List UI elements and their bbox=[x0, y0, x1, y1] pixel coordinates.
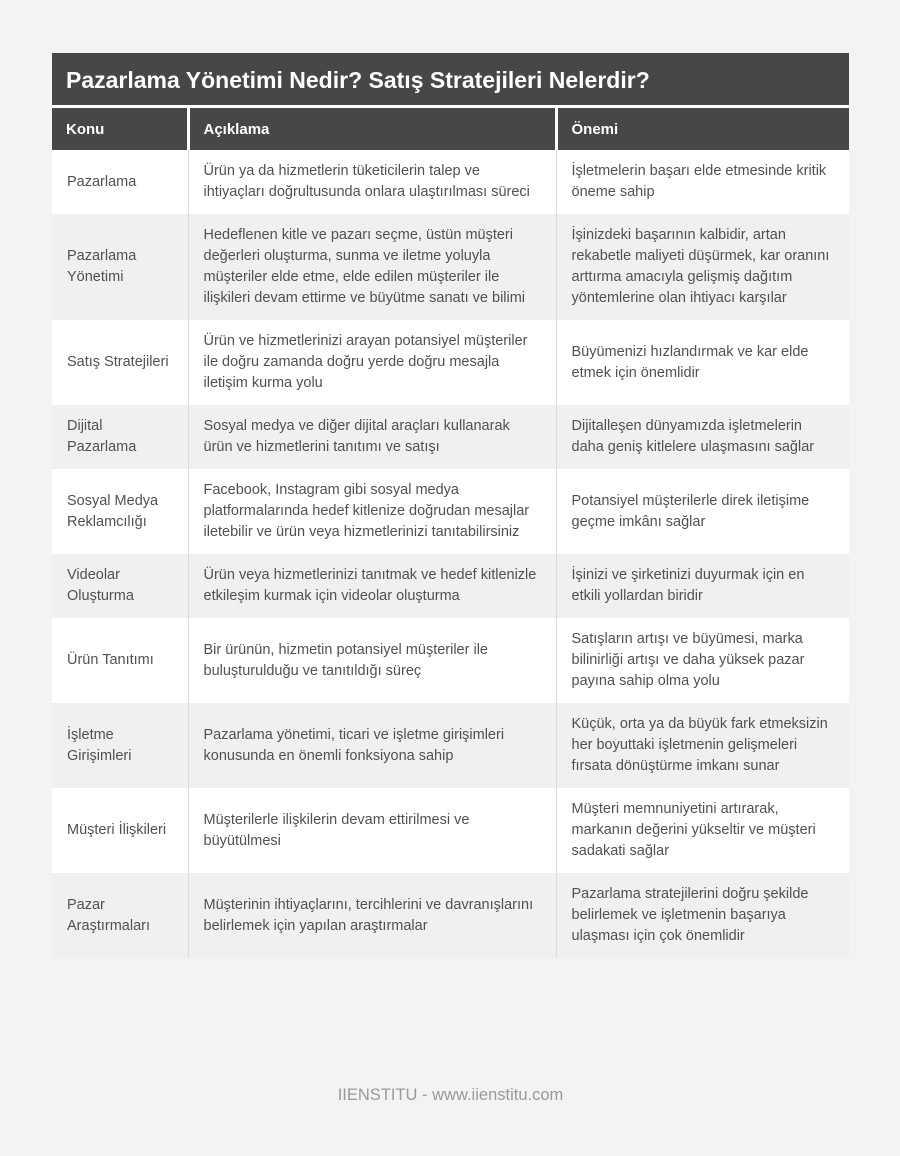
infographic-card bbox=[52, 53, 849, 958]
cell-konu: Pazar Araştırmaları bbox=[67, 896, 150, 934]
cell-aciklama: Ürün veya hizmetlerinizi tanıtmak ve hedef kitlenizle etkileşim kurmak için videolar oluşturma bbox=[188, 554, 556, 618]
cell-konu: Pazarlama bbox=[67, 173, 137, 190]
table-row bbox=[52, 214, 849, 320]
cell-onemi: Müşteri memnuniyetini artırarak, markanın değerini yükseltir ve müşteri sadakati sağlar bbox=[556, 788, 849, 873]
cell-konu: Videolar Oluşturma bbox=[67, 567, 134, 604]
column-header-onemi: Önemi bbox=[556, 108, 849, 150]
cell-konu: Dijital Pazarlama bbox=[67, 418, 137, 455]
cell-onemi: Satışların artışı ve büyümesi, marka bilinirliği artışı ve daha yüksek pazar payına sahip olma yolu bbox=[556, 618, 849, 703]
table-row bbox=[52, 469, 849, 554]
table-row bbox=[52, 873, 849, 958]
table-row bbox=[52, 405, 849, 469]
table-row bbox=[52, 703, 849, 788]
cell-aciklama: Ürün ve hizmetlerinizi arayan potansiyel müşteriler ile doğru zamanda doğru yerde doğru mesajla iletişim kurma yolu bbox=[188, 320, 556, 405]
footer-credit: IIENSTITU - www.iienstitu.com bbox=[337, 1086, 564, 1104]
cell-onemi: İşinizdeki başarının kalbidir, artan rekabetle maliyeti düşürmek, kar oranını arttırma amacıyla gelişmiş dağıtım yöntemlerine olan ihtiyacı karşılar bbox=[556, 214, 849, 320]
cell-onemi: Küçük, orta ya da büyük fark etmeksizin her boyuttaki işletmenin gelişmeleri fırsata dönüştürme imkanı sunar bbox=[556, 703, 849, 788]
cell-aciklama: Müşterilerle ilişkilerin devam ettirilmesi ve büyütülmesi bbox=[188, 788, 556, 873]
cell-aciklama: Hedeflenen kitle ve pazarı seçme, üstün müşteri değerleri oluşturma, sunma ve iletme yoluyla müşteriler elde etme, elde edilen müşteriler ile ilişkileri devam ettirme ve büyütme sanatı ve bilimi bbox=[188, 214, 556, 320]
column-header-aciklama: Açıklama bbox=[188, 108, 556, 150]
cell-konu: Pazarlama Yönetimi bbox=[67, 248, 137, 285]
page-title: Pazarlama Yönetimi Nedir? Satış Stratejileri Nelerdir? bbox=[52, 53, 849, 108]
cell-aciklama: Ürün ya da hizmetlerin tüketicilerin talep ve ihtiyaçları doğrultusunda onlara ulaştırılması süreci bbox=[188, 150, 556, 214]
table-row bbox=[52, 150, 849, 214]
cell-onemi: Dijitalleşen dünyamızda işletmelerin daha geniş kitlelere ulaşmasını sağlar bbox=[556, 405, 849, 469]
cell-aciklama: Müşterinin ihtiyaçlarını, tercihlerini ve davranışlarını belirlemek için yapılan araştırmalar bbox=[188, 873, 556, 958]
cell-onemi: İşinizi ve şirketinizi duyurmak için en etkili yollardan biridir bbox=[556, 554, 849, 618]
cell-konu: Satış Stratejileri bbox=[67, 354, 169, 370]
cell-konu: Müşteri İlişkileri bbox=[67, 822, 167, 838]
cell-onemi: İşletmelerin başarı elde etmesinde kritik öneme sahip bbox=[556, 150, 849, 214]
cell-aciklama: Sosyal medya ve diğer dijital araçları kullanarak ürün ve hizmetlerini tanıtımı ve satışı bbox=[188, 405, 556, 469]
cell-onemi: Pazarlama stratejilerini doğru şekilde belirlemek ve işletmenin başarıya ulaşması için çok önemlidir bbox=[556, 873, 849, 958]
cell-konu: İşletme Girişimleri bbox=[67, 726, 132, 764]
cell-aciklama: Pazarlama yönetimi, ticari ve işletme girişimleri konusunda en önemli fonksiyona sahip bbox=[188, 703, 556, 788]
cell-onemi: Büyümenizi hızlandırmak ve kar elde etmek için önemlidir bbox=[556, 320, 849, 405]
table-row bbox=[52, 618, 849, 703]
table-row bbox=[52, 320, 849, 405]
cell-onemi: Potansiyel müşterilerle direk iletişime geçme imkânı sağlar bbox=[556, 469, 849, 554]
table-header-row bbox=[52, 108, 849, 150]
cell-konu: Sosyal Medya Reklamcılığı bbox=[67, 492, 159, 530]
table-row bbox=[52, 554, 849, 618]
info-table bbox=[52, 108, 849, 958]
table-row bbox=[52, 788, 849, 873]
column-header-konu: Konu bbox=[52, 108, 188, 150]
cell-aciklama: Facebook, Instagram gibi sosyal medya platformalarında hedef kitlenize doğrudan mesajlar iletebilir ve ürün veya hizmetlerinizi tanıtabilirsiniz bbox=[188, 469, 556, 554]
cell-aciklama: Bir ürünün, hizmetin potansiyel müşteriler ile buluşturulduğu ve tanıtıldığı süreç bbox=[188, 618, 556, 703]
cell-konu: Ürün Tanıtımı bbox=[67, 652, 154, 668]
